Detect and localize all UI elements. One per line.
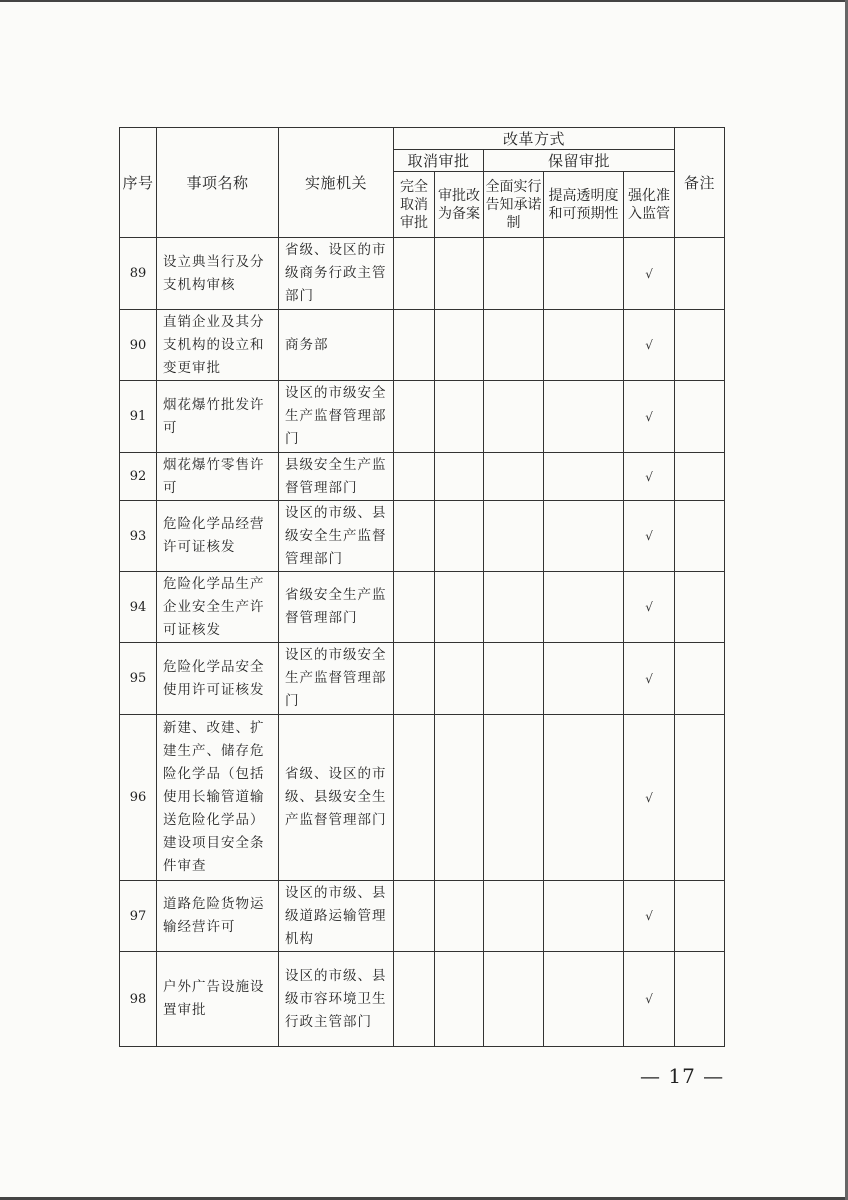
cell-full-cancel <box>394 310 435 381</box>
item-name: 烟花爆竹零售许可 <box>157 453 279 501</box>
cell-to-filing <box>435 715 484 881</box>
row-number: 97 <box>120 881 157 952</box>
cell-remarks <box>675 572 725 643</box>
cell-remarks <box>675 643 725 715</box>
cell-transparency <box>544 643 624 715</box>
check-mark-strengthen: √ <box>624 572 675 643</box>
agency: 省级、设区的市级、县级安全生产监督管理部门 <box>279 715 394 881</box>
header-item-name: 事项名称 <box>157 128 279 238</box>
check-mark-strengthen: √ <box>624 643 675 715</box>
table-row <box>120 952 725 1047</box>
item-name: 直销企业及其分支机构的设立和变更审批 <box>157 310 279 381</box>
table-row <box>120 643 725 715</box>
header-retain-approval: 保留审批 <box>484 150 675 172</box>
agency: 设区的市级、县级道路运输管理机构 <box>279 881 394 952</box>
table-row <box>120 238 725 310</box>
row-number: 96 <box>120 715 157 881</box>
cell-remarks <box>675 453 725 501</box>
header-commitment: 全面实行告知承诺制 <box>484 172 544 238</box>
table-row <box>120 881 725 952</box>
cell-full-cancel <box>394 501 435 572</box>
header-remarks: 备注 <box>675 128 725 238</box>
scan-edge-top <box>0 0 848 2</box>
cell-commitment <box>484 453 544 501</box>
cell-full-cancel <box>394 715 435 881</box>
header-strengthen-access: 强化准入监管 <box>624 172 675 238</box>
row-number: 89 <box>120 238 157 310</box>
row-number: 94 <box>120 572 157 643</box>
cell-remarks <box>675 310 725 381</box>
cell-to-filing <box>435 952 484 1047</box>
cell-full-cancel <box>394 881 435 952</box>
item-name: 危险化学品生产企业安全生产许可证核发 <box>157 572 279 643</box>
cell-transparency <box>544 381 624 453</box>
header-transparency: 提高透明度和可预期性 <box>544 172 624 238</box>
header-to-filing: 审批改为备案 <box>435 172 484 238</box>
agency: 设区的市级、县级安全生产监督管理部门 <box>279 501 394 572</box>
cell-transparency <box>544 715 624 881</box>
cell-full-cancel <box>394 952 435 1047</box>
page-number: — 17 — <box>640 1064 725 1088</box>
row-number: 93 <box>120 501 157 572</box>
agency: 省级安全生产监督管理部门 <box>279 572 394 643</box>
row-number: 98 <box>120 952 157 1047</box>
row-number: 91 <box>120 381 157 453</box>
cell-commitment <box>484 310 544 381</box>
item-name: 危险化学品安全使用许可证核发 <box>157 643 279 715</box>
cell-transparency <box>544 952 624 1047</box>
cell-commitment <box>484 643 544 715</box>
cell-to-filing <box>435 881 484 952</box>
cell-transparency <box>544 501 624 572</box>
cell-remarks <box>675 238 725 310</box>
row-number: 95 <box>120 643 157 715</box>
table-row <box>120 715 725 881</box>
cell-to-filing <box>435 453 484 501</box>
check-mark-strengthen: √ <box>624 453 675 501</box>
item-name: 户外广告设施设置审批 <box>157 952 279 1047</box>
cell-transparency <box>544 310 624 381</box>
cell-remarks <box>675 501 725 572</box>
cell-full-cancel <box>394 381 435 453</box>
item-name: 道路危险货物运输经营许可 <box>157 881 279 952</box>
cell-remarks <box>675 381 725 453</box>
check-mark-strengthen: √ <box>624 952 675 1047</box>
check-mark-strengthen: √ <box>624 501 675 572</box>
check-mark-strengthen: √ <box>624 310 675 381</box>
cell-commitment <box>484 715 544 881</box>
header-reform-method: 改革方式 <box>394 128 675 150</box>
item-name: 新建、改建、扩建生产、储存危险化学品（包括使用长输管道输送危险化学品）建设项目安全条件审查 <box>157 715 279 881</box>
table-row <box>120 453 725 501</box>
agency: 设区的市级、县级市容环境卫生行政主管部门 <box>279 952 394 1047</box>
cell-commitment <box>484 881 544 952</box>
row-number: 90 <box>120 310 157 381</box>
agency: 设区的市级安全生产监督管理部门 <box>279 643 394 715</box>
agency: 省级、设区的市级商务行政主管部门 <box>279 238 394 310</box>
cell-to-filing <box>435 310 484 381</box>
header-cancel-approval: 取消审批 <box>394 150 484 172</box>
cell-transparency <box>544 572 624 643</box>
cell-full-cancel <box>394 238 435 310</box>
cell-remarks <box>675 715 725 881</box>
cell-remarks <box>675 952 725 1047</box>
cell-transparency <box>544 881 624 952</box>
cell-full-cancel <box>394 572 435 643</box>
check-mark-strengthen: √ <box>624 381 675 453</box>
cell-transparency <box>544 453 624 501</box>
table-row <box>120 572 725 643</box>
check-mark-strengthen: √ <box>624 238 675 310</box>
table-row <box>120 381 725 453</box>
header-full-cancel: 完全取消审批 <box>394 172 435 238</box>
cell-commitment <box>484 381 544 453</box>
cell-commitment <box>484 952 544 1047</box>
cell-to-filing <box>435 238 484 310</box>
cell-full-cancel <box>394 643 435 715</box>
approval-reform-table <box>119 127 725 1047</box>
header-agency: 实施机关 <box>279 128 394 238</box>
header-seq: 序号 <box>120 128 157 238</box>
agency: 设区的市级安全生产监督管理部门 <box>279 381 394 453</box>
cell-remarks <box>675 881 725 952</box>
cell-full-cancel <box>394 453 435 501</box>
cell-to-filing <box>435 643 484 715</box>
agency: 县级安全生产监督管理部门 <box>279 453 394 501</box>
agency: 商务部 <box>279 310 394 381</box>
cell-commitment <box>484 572 544 643</box>
item-name: 设立典当行及分支机构审核 <box>157 238 279 310</box>
cell-commitment <box>484 238 544 310</box>
table-row <box>120 310 725 381</box>
table-row <box>120 501 725 572</box>
cell-commitment <box>484 501 544 572</box>
item-name: 危险化学品经营许可证核发 <box>157 501 279 572</box>
row-number: 92 <box>120 453 157 501</box>
item-name: 烟花爆竹批发许可 <box>157 381 279 453</box>
check-mark-strengthen: √ <box>624 881 675 952</box>
cell-to-filing <box>435 381 484 453</box>
cell-to-filing <box>435 501 484 572</box>
cell-to-filing <box>435 572 484 643</box>
check-mark-strengthen: √ <box>624 715 675 881</box>
cell-transparency <box>544 238 624 310</box>
